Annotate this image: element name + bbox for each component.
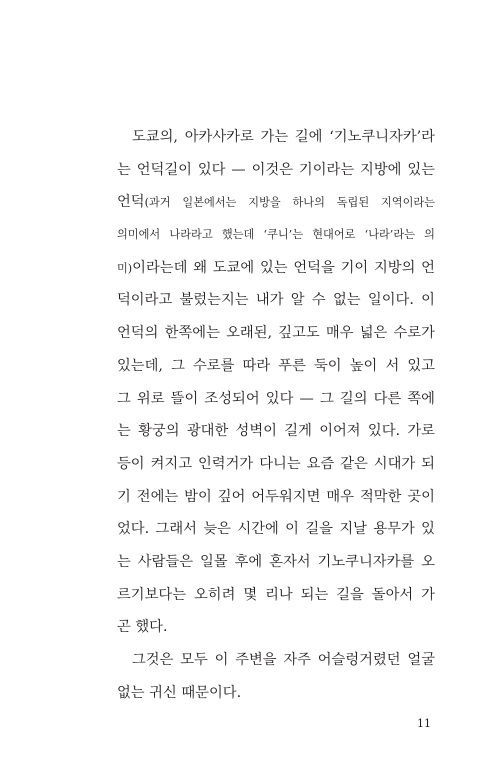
text-line (117, 186, 435, 219)
text-segment: 언덕 (117, 194, 145, 211)
text-line: 는 황궁의 광대한 성벽이 길게 이어져 있다. 가로 (117, 423, 435, 440)
text-line: 있는데, 그 수로를 따라 푸른 둑이 높이 서 있고 (117, 357, 435, 374)
text-line: 는 언덕길이 있다 — 이것은 기이라는 지방에 있는 (117, 161, 435, 178)
text-line: 곤 했다. (117, 619, 168, 636)
text-line: 었다. 그래서 늦은 시간에 이 길을 지날 용무가 있 (117, 521, 435, 538)
text-segment: 이라는데 왜 도쿄에 있는 언덕을 기이 지방의 언 (132, 259, 435, 276)
footnote-inline: (과거 일본에서는 지방을 하나의 독립된 지역이라는 (144, 196, 435, 210)
footnote-inline: 미) (117, 261, 133, 275)
text-line: 도쿄의, 아카사카로 가는 길에 ‘기노쿠니자카’라 (132, 129, 435, 145)
page-number: 11 (417, 717, 431, 730)
text-line: 르기보다는 오히려 몇 리나 되는 길을 돌아서 가 (117, 586, 435, 603)
text-line: 의미에서 나라라고 했는데 ‘쿠니’는 현대어로 ‘나라’라는 의 (117, 228, 435, 242)
text-line: 기 전에는 밤이 깊어 어두워지면 매우 적막한 곳이 (117, 488, 435, 505)
text-line: 그것은 모두 이 주변을 자주 어슬렁거렸던 얼굴 (132, 652, 435, 668)
text-line: 덕이라고 불렀는지는 내가 알 수 없는 일이다. 이 (117, 292, 435, 309)
text-line (117, 252, 435, 285)
text-line: 그 위로 뜰이 조성되어 있다 — 그 길의 다른 쪽에 (117, 390, 435, 407)
text-line: 등이 켜지고 인력거가 다니는 요즘 같은 시대가 되 (117, 455, 435, 472)
text-line: 없는 귀신 때문이다. (117, 684, 242, 701)
body-text (117, 121, 435, 709)
text-line: 는 사람들은 일몰 후에 혼자서 기노쿠니자카를 오 (117, 553, 435, 570)
text-line: 언덕의 한쪽에는 오래된, 깊고도 매우 넓은 수로가 (117, 325, 435, 342)
